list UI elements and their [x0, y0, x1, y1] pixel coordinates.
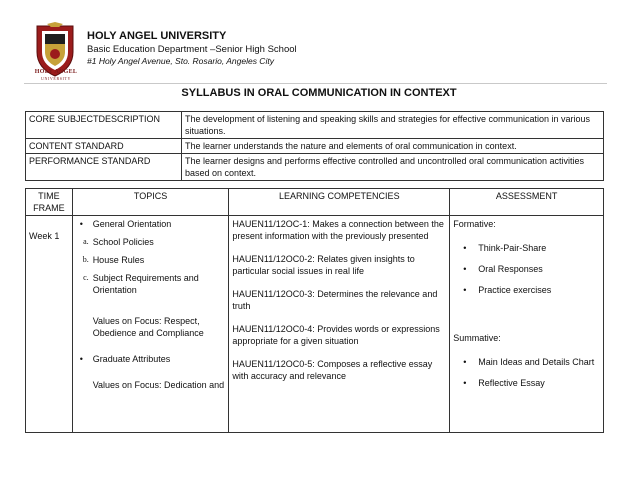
competency-item: HAUEN11/12OC0-5: Composes a reflective essay with accuracy and relevance [232, 359, 433, 381]
university-address: #1 Holy Angel Avenue, Sto. Rosario, Angeles City [87, 56, 274, 66]
formative-label: Formative: [453, 219, 496, 229]
list-item: • Main Ideas and Details Chart [453, 356, 600, 368]
list-item: • Reflective Essay [453, 377, 600, 389]
university-name: HOLY ANGEL UNIVERSITY [87, 30, 227, 42]
column-header-competencies: LEARNING COMPETENCIES [229, 189, 450, 216]
competency-item: HAUEN11/12OC0-2: Relates given insights to particular social issues in real life [232, 254, 415, 276]
info-value: The learner designs and performs effective controlled and uncontrolled oral communication activities based on context. [182, 154, 604, 181]
assessment-cell [450, 216, 604, 433]
info-label: PERFORMANCE STANDARD [26, 154, 182, 181]
table-row [26, 154, 604, 181]
list-item: a. School Policies [83, 237, 154, 247]
values-focus: Values on Focus: Dedication and [92, 380, 225, 390]
table-row [26, 112, 604, 139]
column-header-time: TIME FRAME [26, 189, 73, 216]
column-header-topics: TOPICS [72, 189, 229, 216]
list-item: b. House Rules [82, 255, 145, 265]
competencies-cell [229, 216, 450, 433]
competency-item: HAUEN11/12OC-1: Makes a connection between the present information with the previously presented [232, 219, 444, 241]
page-title: SYLLABUS IN ORAL COMMUNICATION IN CONTEXT [181, 87, 457, 99]
summative-label: Summative: [453, 333, 501, 343]
info-label: CONTENT STANDARD [26, 139, 182, 154]
list-item: c. Subject Requirements and Orientation [83, 273, 199, 295]
topic-graduate-attributes: • Graduate Attributes [76, 353, 226, 365]
logo-text: HOLY ANGEL [34, 69, 78, 75]
info-value: The learner understands the nature and elements of oral communication in context. [182, 139, 604, 154]
logo-subtext: UNIVERSITY [41, 76, 71, 81]
competency-item: HAUEN11/12OC0-3: Determines the relevance and truth [232, 289, 438, 311]
info-value: The development of listening and speaking skills and strategies for effective communication in various situations. [182, 112, 604, 139]
table-row [26, 216, 604, 433]
subject-info-table [25, 111, 604, 181]
topic-general: • General Orientation [76, 218, 226, 230]
header-divider [24, 83, 607, 84]
values-focus: Values on Focus: Respect, Obedience and Compliance [92, 316, 204, 338]
competency-item: HAUEN11/12OC0-4: Provides words or expressions appropriate for a given situation [232, 324, 440, 346]
column-header-assessment: ASSESSMENT [450, 189, 604, 216]
time-frame-cell [26, 216, 73, 433]
list-item: • Oral Responses [453, 263, 600, 275]
department-name: Basic Education Department –Senior High School [87, 44, 297, 55]
table-header-row [26, 189, 604, 216]
list-item: • Think-Pair-Share [453, 242, 600, 254]
info-label: CORE SUBJECTDESCRIPTION [26, 112, 182, 139]
week-label: Week 1 [29, 231, 60, 241]
syllabus-table [25, 188, 604, 433]
topics-cell [72, 216, 229, 433]
list-item: • Practice exercises [453, 284, 600, 296]
table-row [26, 139, 604, 154]
